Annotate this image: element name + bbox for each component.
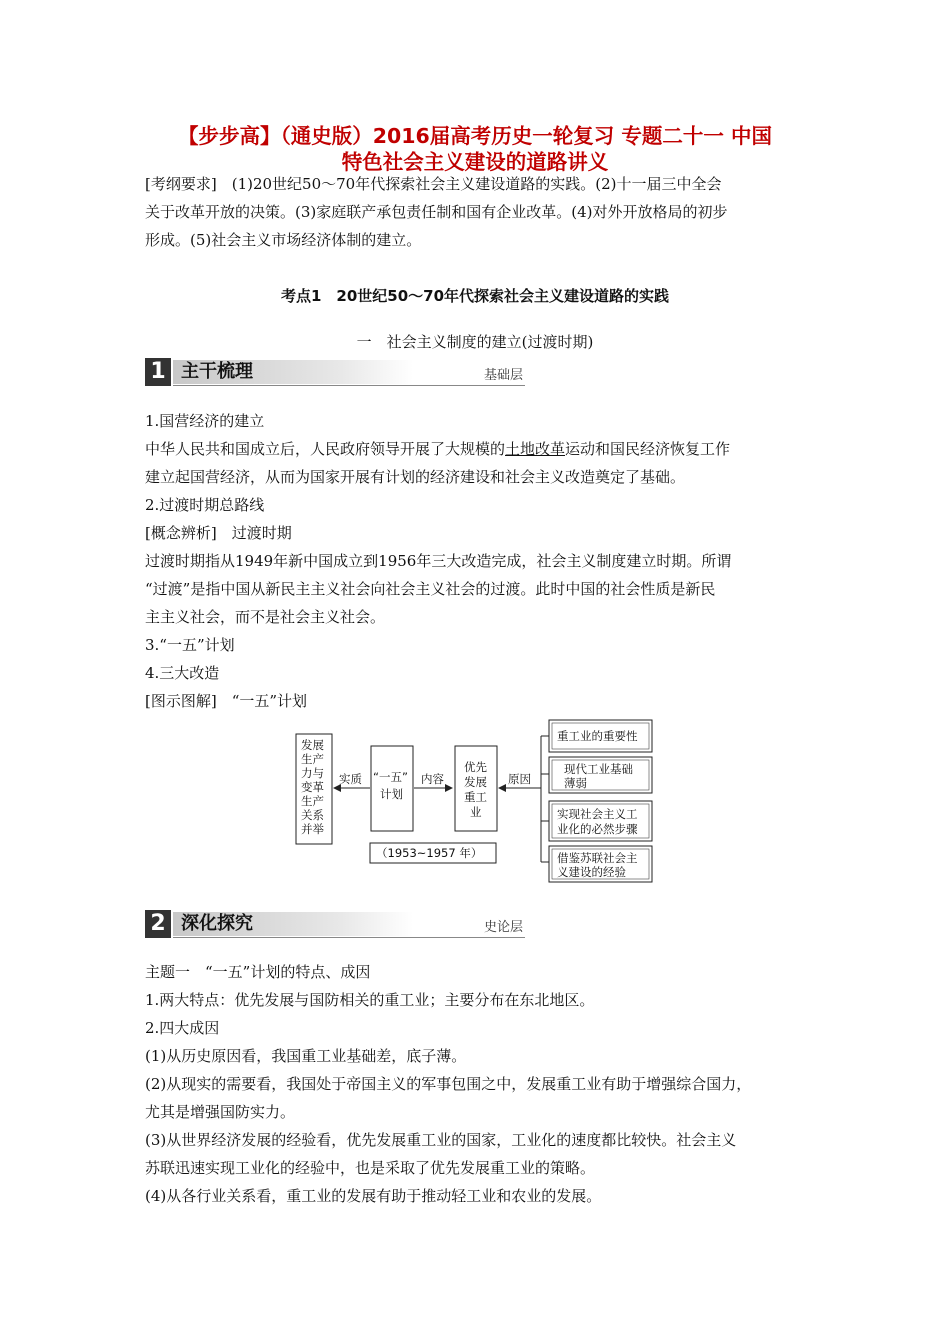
deep-p4-line-1: (2)从现实的需要看，我国处于帝国主义的军事包围之中，发展重工业有助于增强综合国力， [145, 1075, 752, 1093]
reason-2-text: 现代工业基础 薄弱 [564, 762, 633, 790]
concept-line-1: 过渡时期指从1949年新中国成立到1956年三大改造完成，社会主义制度建立时期。所谓 [145, 552, 732, 570]
outline-line-1: [考纲要求] (1)20世纪50～70年代探索社会主义建设道路的实践。(2)十一届三中全会 [145, 175, 722, 193]
deep-p4-line-2: 尤其是增强国防实力。 [145, 1103, 296, 1121]
underlined-term: 土地改革 [505, 440, 566, 458]
item2-title: 2.过渡时期总路线 [145, 496, 265, 514]
banner-underline [173, 385, 525, 386]
banner-label: 深化探究 [181, 913, 253, 934]
banner-number: 1 [145, 358, 171, 386]
figure-label: [图示图解] “一五”计划 [145, 692, 308, 710]
title-line-1: 【步步高】（通史版）2016届高考历史一轮复习 专题二十一 中国 [177, 124, 773, 148]
concept-line-3: 主主义社会，而不是社会主义社会。 [145, 608, 386, 626]
banner-tag: 史论层 [483, 920, 523, 935]
item1-line-1: 中华人民共和国成立后，人民政府领导开展了大规模的土地改革运动和国民经济恢复工作 [145, 440, 731, 458]
deep-p3: (1)从历史原因看，我国重工业基础差，底子薄。 [145, 1047, 467, 1065]
banner-main-outline [145, 358, 525, 386]
label-essence: 实质 [339, 772, 362, 786]
outline-line-2: 关于改革开放的决策。(3)家庭联产承包责任制和国有企业改革。(4)对外开放格局的初步 [145, 203, 728, 221]
item3-title: 3.“一五”计划 [145, 636, 235, 654]
label-content: 内容 [421, 772, 444, 786]
item1-title: 1.国营经济的建立 [145, 412, 265, 430]
priority-box-text: 优先 发展 重工 业 [464, 760, 487, 819]
period-text: （1953~1957 年） [376, 846, 483, 860]
reason-4-text: 借鉴苏联社会主 义建设的经验 [557, 851, 638, 879]
subsection-heading: 一 社会主义制度的建立(过渡时期) [356, 333, 594, 351]
banner-label: 主干梳理 [181, 361, 253, 382]
banner-number: 2 [145, 910, 171, 938]
banner-deep-inquiry [145, 910, 525, 938]
five-year-plan-diagram [294, 716, 664, 886]
left-box-text: 发展 生产 力与 变革 生产 关系 并举 [301, 738, 324, 836]
outline-line-3: 形成。(5)社会主义市场经济体制的建立。 [145, 231, 422, 249]
item1-line-2: 建立起国营经济，从而为国家开展有计划的经济建设和社会主义改造奠定了基础。 [145, 468, 686, 486]
center-box-text: “一五” 计划 [373, 770, 408, 801]
document-title [0, 123, 950, 175]
banner-tag: 基础层 [483, 368, 523, 383]
deep-p6: (4)从各行业关系看，重工业的发展有助于推动轻工业和农业的发展。 [145, 1187, 602, 1205]
concept-label: [概念辨析] 过渡时期 [145, 524, 292, 542]
section-heading: 考点1 20世纪50～70年代探索社会主义建设道路的实践 [280, 287, 670, 305]
concept-line-2: “过渡”是指中国从新民主主义社会向社会主义社会的过渡。此时中国的社会性质是新民 [145, 580, 716, 598]
reason-3-text: 实现社会主义工 业化的必然步骤 [557, 807, 638, 836]
label-reason: 原因 [508, 772, 531, 786]
item4-title: 4.三大改造 [145, 664, 220, 682]
banner-underline [173, 937, 525, 938]
deep-p5-line-2: 苏联迅速实现工业化的经验中，也是采取了优先发展重工业的策略。 [145, 1159, 596, 1177]
deep-p5-line-1: (3)从世界经济发展的经验看，优先发展重工业的国家，工业化的速度都比较快。社会主义 [145, 1131, 737, 1149]
reason-1-text: 重工业的重要性 [557, 729, 638, 743]
deep-theme: 主题一 “一五”计划的特点、成因 [145, 963, 371, 981]
deep-p1: 1.两大特点：优先发展与国防相关的重工业；主要分布在东北地区。 [145, 991, 595, 1009]
diagram-svg [294, 716, 664, 886]
outline-label: [考纲要求] [145, 175, 217, 193]
deep-p2: 2.四大成因 [145, 1019, 220, 1037]
title-line-2: 特色社会主义建设的道路讲义 [341, 150, 609, 174]
